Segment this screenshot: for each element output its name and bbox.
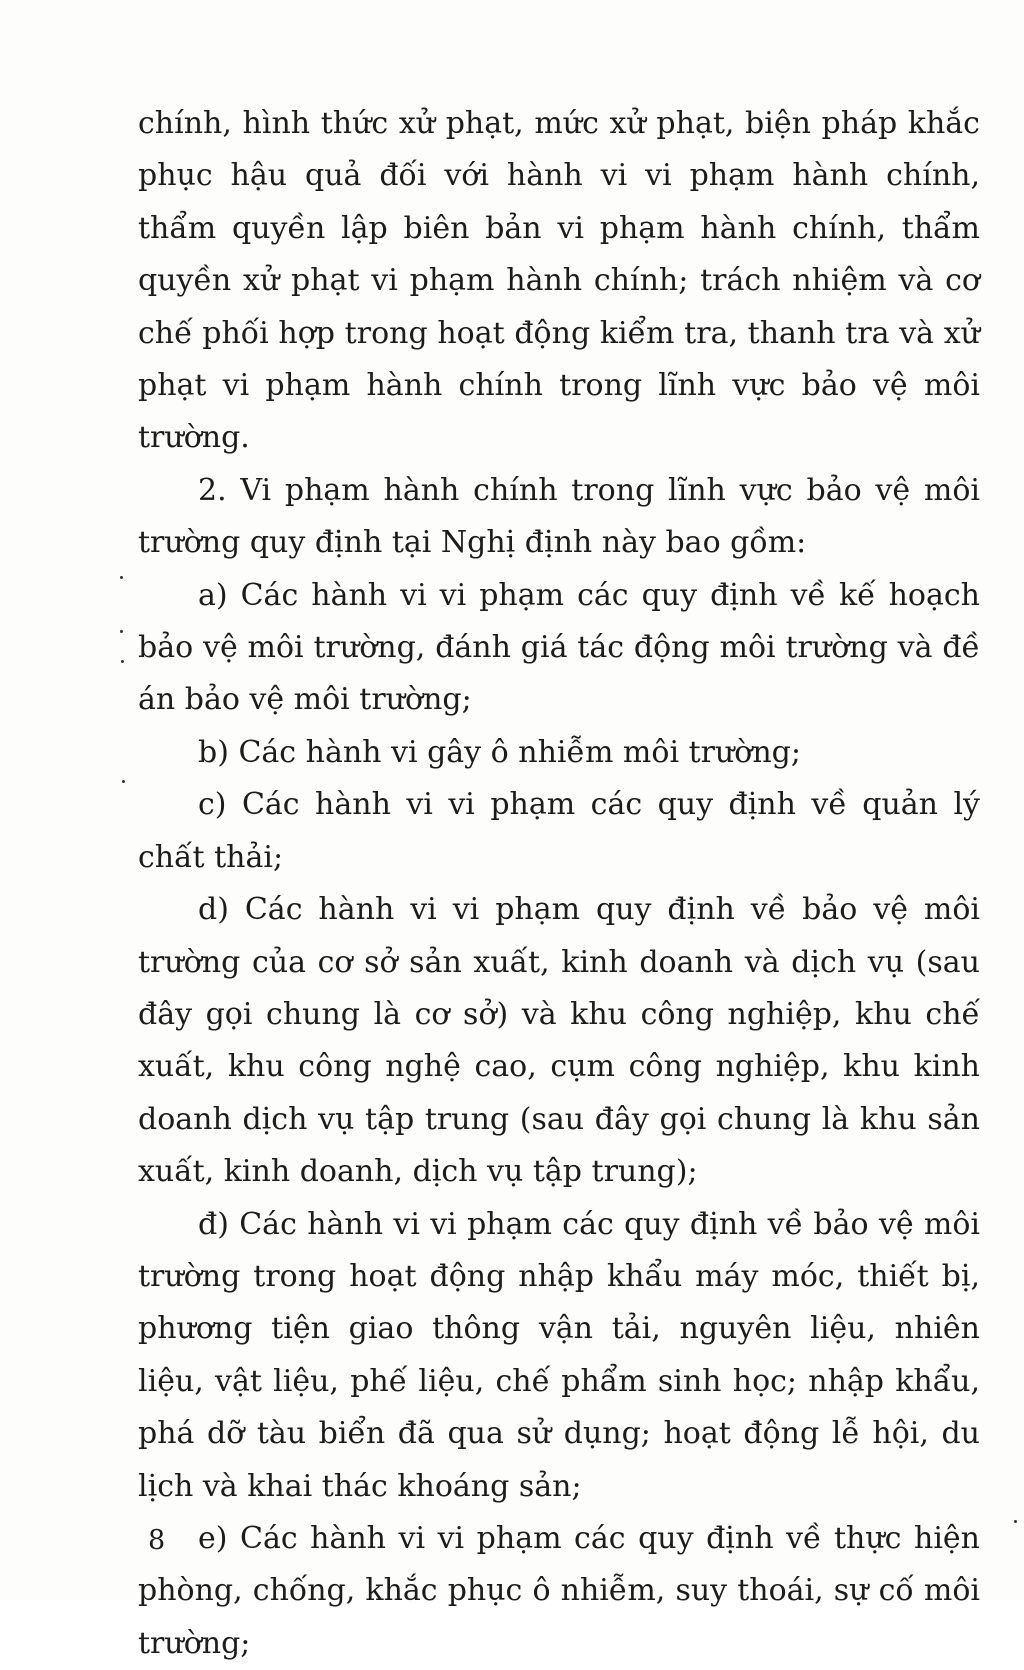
paragraph-scope-continuation: chính, hình thức xử phạt, mức xử phạt, biện pháp khắc phục hậu quả đối với hành vi vi phạm hành chính, thẩm quyền lập biên bản vi phạm hành chính, thẩm quyền xử phạt vi phạm hành chính; trách nhiệm và cơ chế phối hợp trong hoạt động kiểm tra, thanh tra và xử phạt vi phạm hành chính trong lĩnh vực bảo vệ môi trường. (138, 106, 980, 456)
paragraph-item-b: b) Các hành vi gây ô nhiễm môi trường; (198, 734, 801, 770)
print-speck (120, 630, 123, 633)
paragraph-item-c: c) Các hành vi vi phạm các quy định về quản lý chất thải; (138, 787, 980, 875)
print-speck (120, 576, 123, 579)
print-speck (121, 660, 124, 663)
paragraph-clause-2: 2. Vi phạm hành chính trong lĩnh vực bảo vệ môi trường quy định tại Nghị định này bao gồm: (138, 472, 980, 561)
paragraph-item-d: d) Các hành vi vi phạm quy định về bảo vệ môi trường của cơ sở sản xuất, kinh doanh và dịch vụ (sau đây gọi chung là cơ sở) và khu công nghiệp, khu chế xuất, khu công nghệ cao, cụm công nghiệp, khu kinh doanh dịch vụ tập trung (sau đây gọi chung là khu sản xuất, kinh doanh, dịch vụ tập trung); (138, 892, 980, 1190)
page-number: 8 (148, 1525, 166, 1556)
print-speck (1014, 1520, 1017, 1523)
print-speck (122, 780, 125, 783)
paragraph-item-e: e) Các hành vi vi phạm các quy định về thực hiện phòng, chống, khắc phục ô nhiễm, suy thoái, sự cố môi trường; (138, 1520, 980, 1661)
paragraph-item-a: a) Các hành vi vi phạm các quy định về kế hoạch bảo vệ môi trường, đánh giá tác động môi trường và đề án bảo vệ môi trường; (138, 577, 980, 718)
paragraph-item-dd: đ) Các hành vi vi phạm các quy định về bảo vệ môi trường trong hoạt động nhập khẩu máy móc, thiết bị, phương tiện giao thông vận tải, nguyên liệu, nhiên liệu, vật liệu, phế liệu, chế phẩm sinh học; nhập khẩu, phá dỡ tàu biển đã qua sử dụng; hoạt động lễ hội, du lịch và khai thác khoáng sản; (138, 1206, 980, 1504)
body-text (138, 98, 980, 1670)
